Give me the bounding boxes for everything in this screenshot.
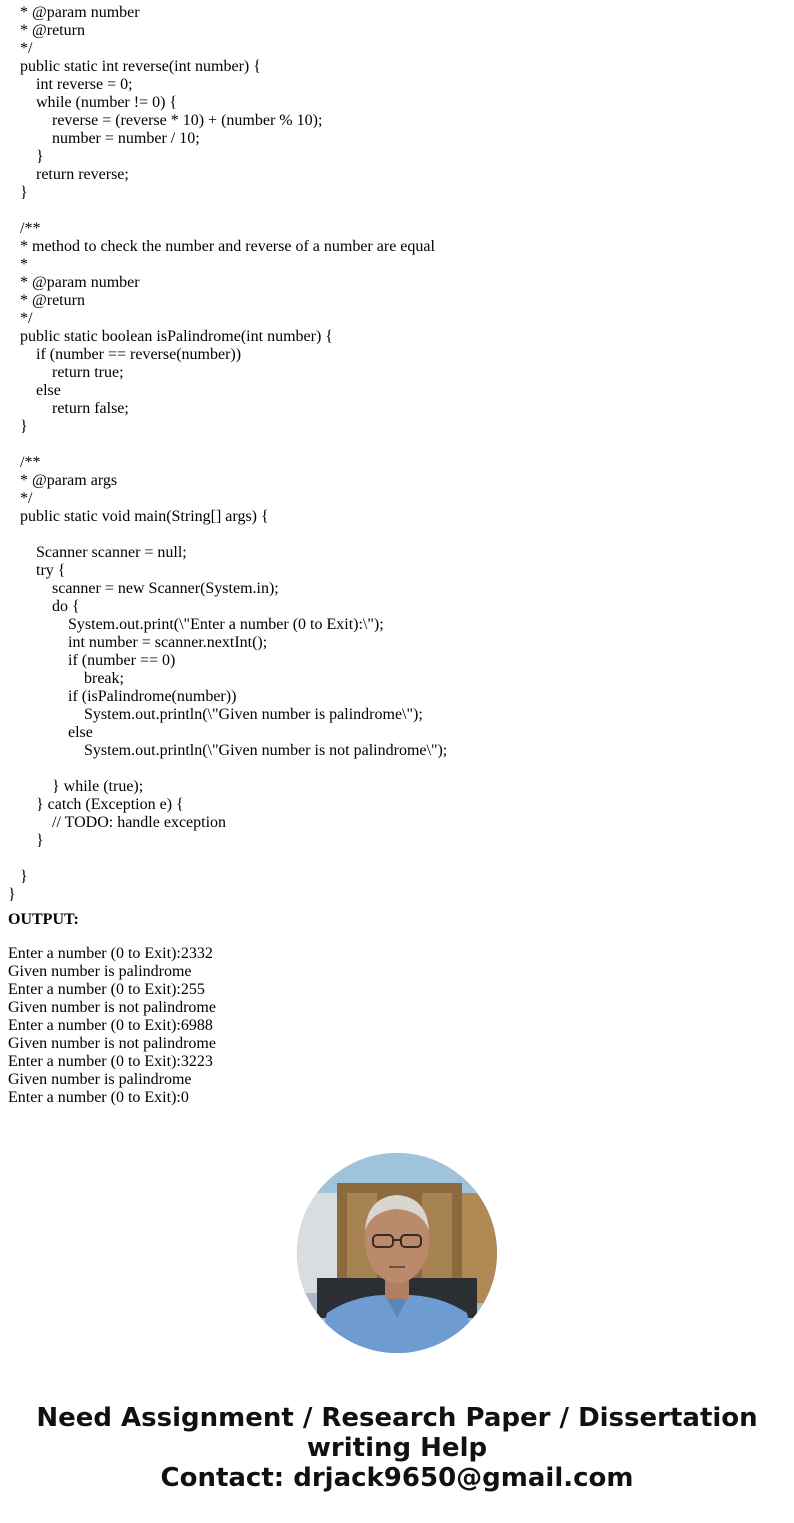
code-line: */	[8, 490, 33, 507]
code-listing	[8, 4, 788, 904]
code-line: public static boolean isPalindrome(int number) {	[8, 328, 333, 345]
code-line: /**	[8, 454, 41, 471]
output-console	[8, 945, 216, 1107]
code-line: }	[8, 832, 44, 849]
code-line: System.out.println(\"Given number is palindrome\");	[8, 706, 423, 723]
code-line: * @param number	[8, 274, 140, 291]
code-line: } catch (Exception e) {	[8, 796, 184, 813]
code-line	[8, 526, 788, 544]
output-line: Given number is palindrome	[8, 963, 192, 980]
code-line: Scanner scanner = null;	[8, 544, 187, 561]
code-line: * @param args	[8, 472, 118, 489]
code-line: try {	[8, 562, 66, 579]
code-line: if (number == reverse(number))	[8, 346, 242, 363]
code-line: public static int reverse(int number) {	[8, 58, 261, 75]
code-line: // TODO: handle exception	[8, 814, 227, 831]
code-line: }	[8, 148, 44, 165]
output-line: Enter a number (0 to Exit):2332	[8, 945, 213, 962]
author-portrait-image	[297, 1153, 497, 1353]
code-line: return reverse;	[8, 166, 129, 183]
code-line: System.out.println(\"Given number is not palindrome\");	[8, 742, 448, 759]
code-line: }	[8, 886, 16, 903]
code-line: * @return	[8, 292, 85, 309]
code-line: System.out.print(\"Enter a number (0 to Exit):\");	[8, 616, 384, 633]
code-line: public static void main(String[] args) {	[8, 508, 269, 525]
code-line: }	[8, 418, 28, 435]
code-line: break;	[8, 670, 124, 687]
output-line: Given number is not palindrome	[8, 1035, 216, 1052]
output-heading: OUTPUT:	[8, 911, 79, 928]
code-line: *	[8, 256, 28, 273]
code-line	[8, 202, 788, 220]
code-line: else	[8, 724, 93, 741]
code-line: do {	[8, 598, 80, 615]
code-line: * @return	[8, 22, 85, 39]
code-line: else	[8, 382, 61, 399]
code-line: while (number != 0) {	[8, 94, 178, 111]
output-line: Given number is palindrome	[8, 1071, 192, 1088]
code-line: if (number == 0)	[8, 652, 176, 669]
code-line: int number = scanner.nextInt();	[8, 634, 268, 651]
code-line	[8, 850, 788, 868]
code-line: * method to check the number and reverse of a number are equal	[8, 238, 435, 255]
promo-line-1: Need Assignment / Research Paper / Dissertation	[36, 1403, 758, 1433]
output-line: Given number is not palindrome	[8, 999, 216, 1016]
code-line: }	[8, 184, 28, 201]
code-line	[8, 760, 788, 778]
code-line: */	[8, 40, 33, 57]
output-line: Enter a number (0 to Exit):255	[8, 981, 205, 998]
code-line: } while (true);	[8, 778, 144, 795]
code-line: */	[8, 310, 33, 327]
promo-contact-email: Contact: drjack9650@gmail.com	[160, 1463, 634, 1493]
code-line: if (isPalindrome(number))	[8, 688, 237, 705]
output-line: Enter a number (0 to Exit):6988	[8, 1017, 213, 1034]
code-line	[8, 436, 788, 454]
code-line: int reverse = 0;	[8, 76, 133, 93]
promo-line-2: writing Help	[306, 1433, 488, 1463]
code-line: }	[8, 868, 28, 885]
code-line: return true;	[8, 364, 124, 381]
code-line: * @param number	[8, 4, 140, 21]
code-line: /**	[8, 220, 41, 237]
contact-banner	[0, 1403, 794, 1493]
code-line: number = number / 10;	[8, 130, 200, 147]
output-line: Enter a number (0 to Exit):3223	[8, 1053, 213, 1070]
code-line: scanner = new Scanner(System.in);	[8, 580, 279, 597]
output-line: Enter a number (0 to Exit):0	[8, 1089, 189, 1106]
code-line: reverse = (reverse * 10) + (number % 10);	[8, 112, 323, 129]
author-photo	[297, 1153, 497, 1353]
code-line: return false;	[8, 400, 129, 417]
